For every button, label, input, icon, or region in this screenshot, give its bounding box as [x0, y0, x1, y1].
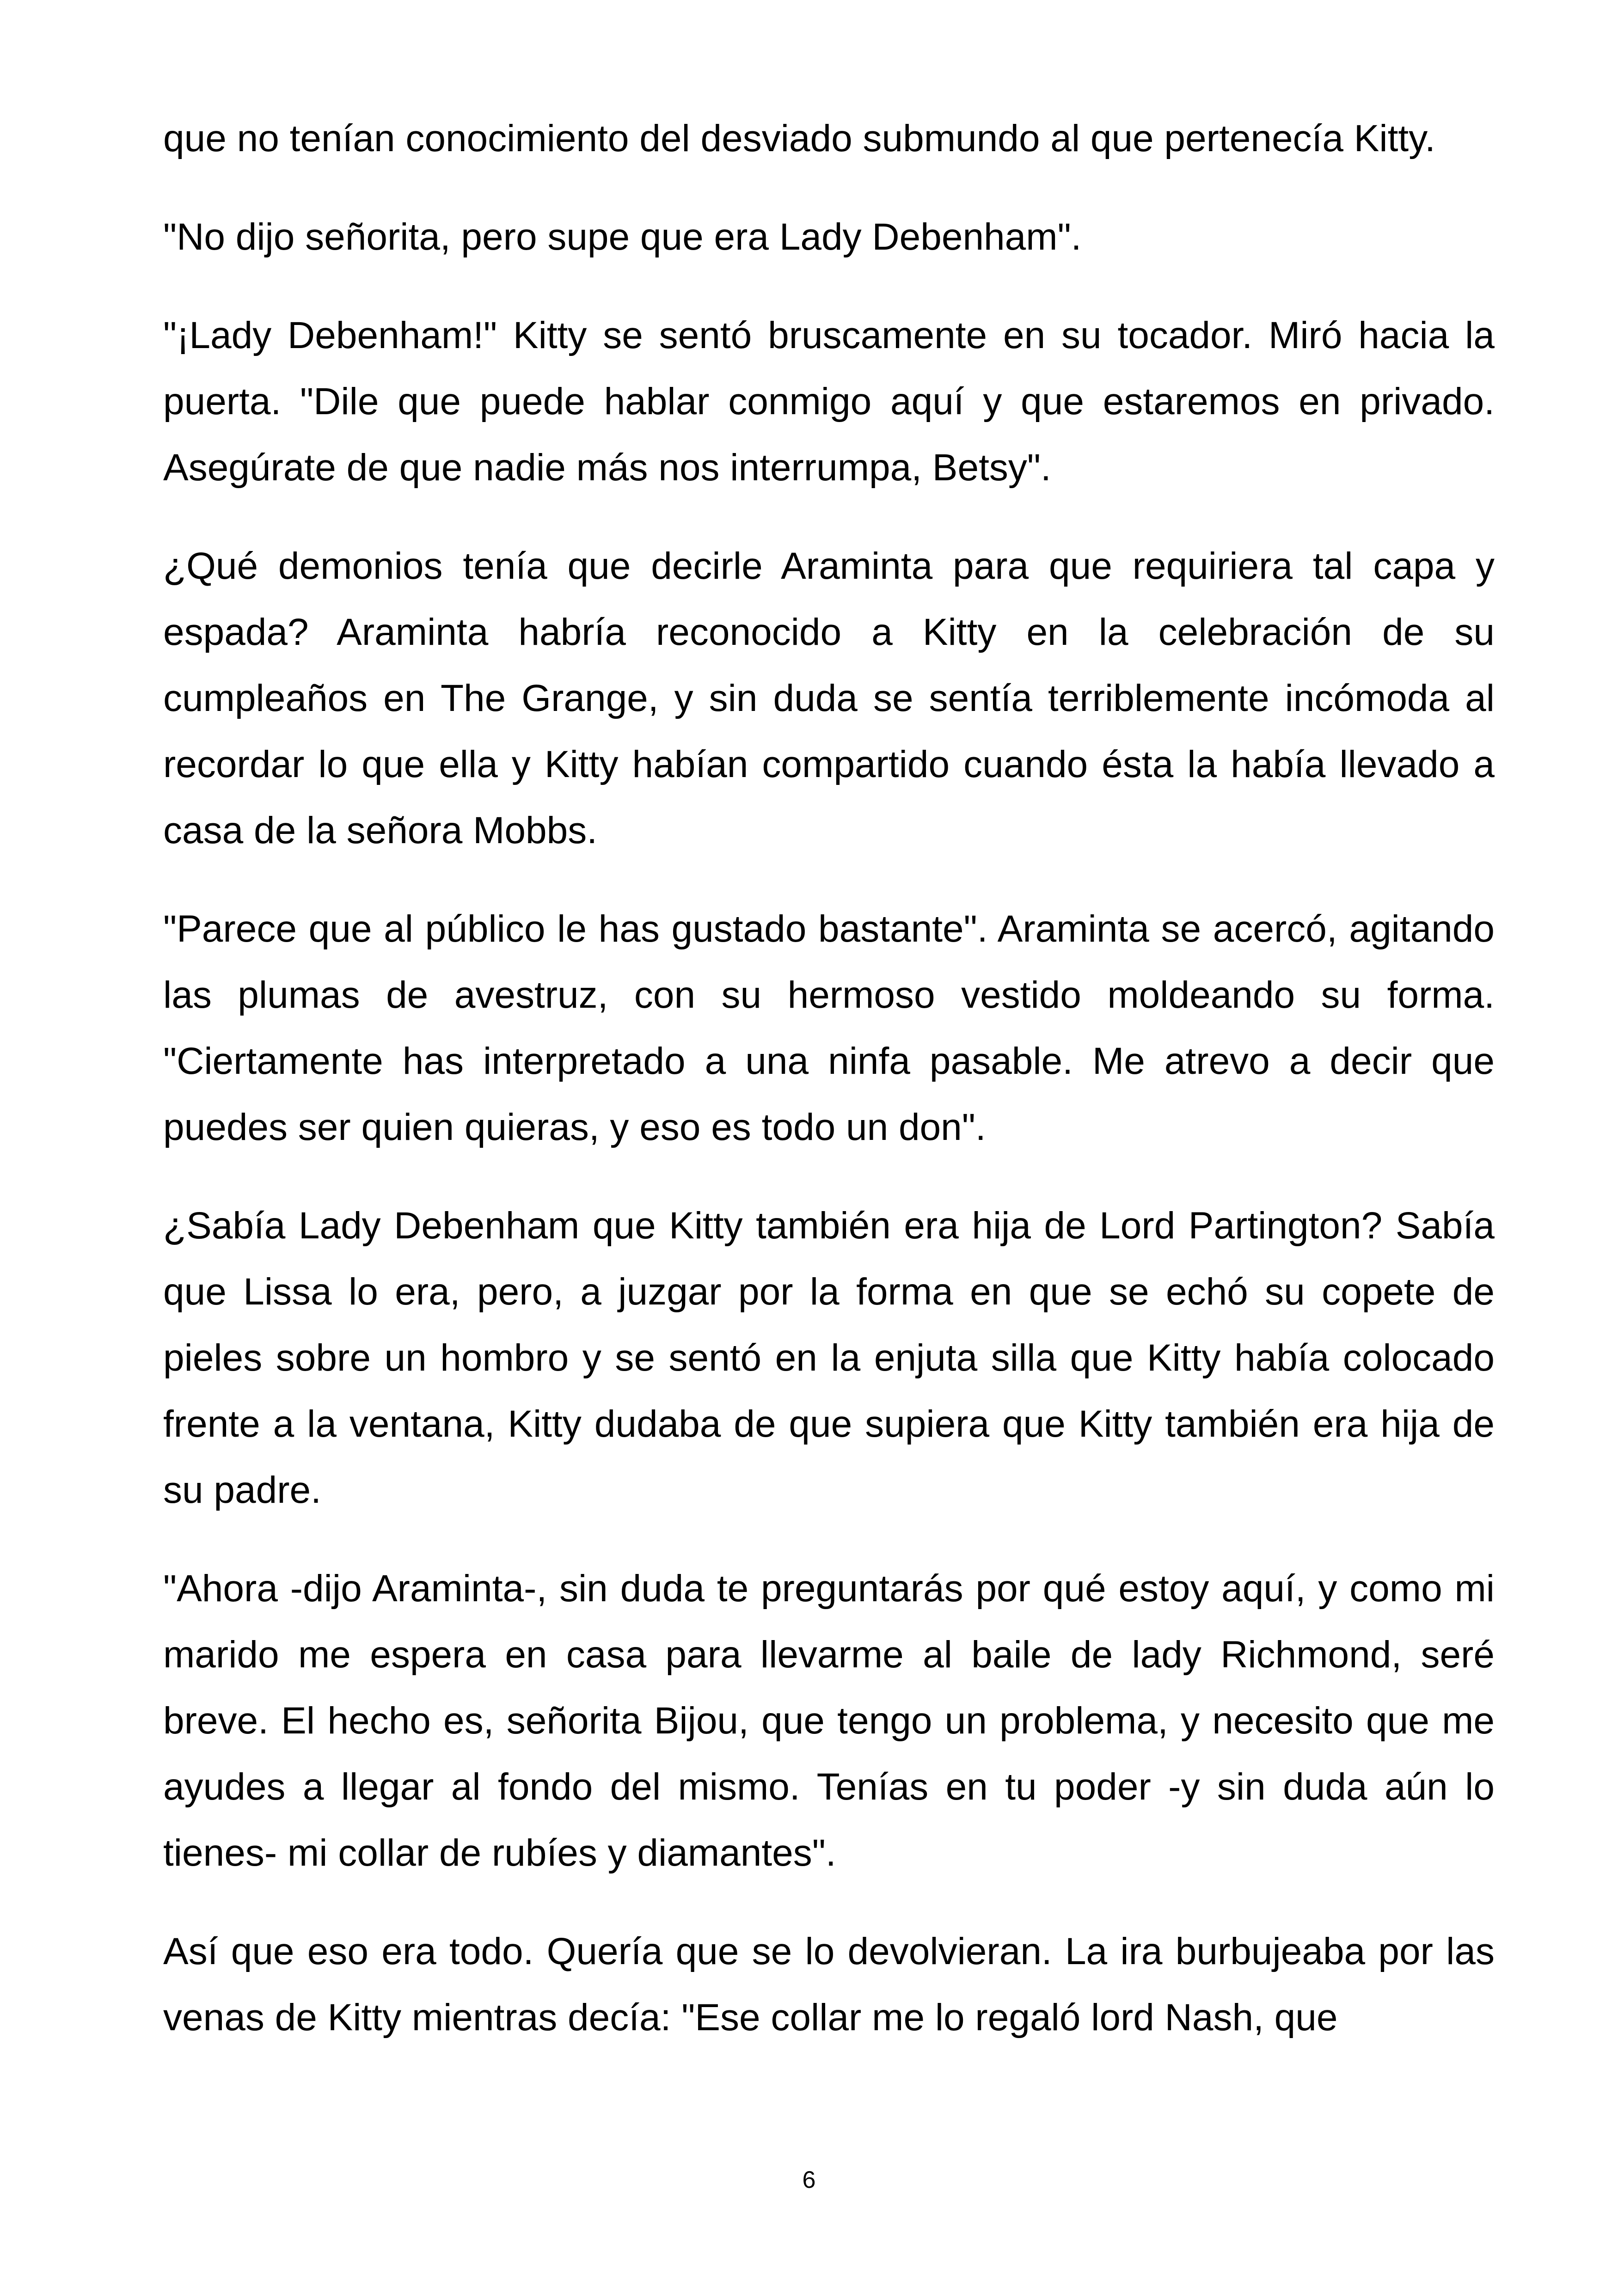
paragraph-1: que no tenían conocimiento del desviado submundo al que pertenecía Kitty.: [163, 117, 1435, 159]
body-text: [163, 105, 1495, 2051]
page-number: 6: [802, 2167, 816, 2193]
paragraph-3: "¡Lady Debenham!" Kitty se sentó bruscamente en su tocador. Miró hacia la puerta. "Dile que puede hablar conmigo aquí y que estaremos en privado. Asegúrate de que nadie más nos interrumpa, Betsy".: [163, 314, 1495, 489]
paragraph-2: "No dijo señorita, pero supe que era Lady Debenham".: [163, 216, 1082, 258]
paragraph-7: "Ahora -dijo Araminta-, sin duda te preguntarás por qué estoy aquí, y como mi marido me espera en casa para llevarme al baile de lady Richmond, seré breve. El hecho es, señorita Bijou, que tengo un problema, y necesito que me ayudes a llegar al fondo del mismo. Tenías en tu poder -y sin duda aún lo tienes- mi collar de rubíes y diamantes".: [163, 1567, 1495, 1874]
paragraph-5: "Parece que al público le has gustado bastante". Araminta se acercó, agitando las plumas de avestruz, con su hermoso vestido moldeando su forma. "Ciertamente has interpretado a una ninfa pasable. Me atrevo a decir que puedes ser quien quieras, y eso es todo un don".: [163, 908, 1495, 1148]
paragraph-4: ¿Qué demonios tenía que decirle Araminta para que requiriera tal capa y espada? Araminta habría reconocido a Kitty en la celebración de su cumpleaños en The Grange, y sin duda se sentía terriblemente incómoda al recordar lo que ella y Kitty habían compartido cuando ésta la había llevado a casa de la señora Mobbs.: [163, 545, 1495, 851]
paragraph-6: ¿Sabía Lady Debenham que Kitty también era hija de Lord Partington? Sabía que Lissa lo era, pero, a juzgar por la forma en que se echó su copete de pieles sobre un hombro y se sentó en la enjuta silla que Kitty había colocado frente a la ventana, Kitty dudaba de que supiera que Kitty también era hija de su padre.: [163, 1205, 1495, 1511]
paragraph-8: Así que eso era todo. Quería que se lo devolvieran. La ira burbujeaba por las venas de Kitty mientras decía: "Ese collar me lo regaló lord Nash, que: [163, 1930, 1495, 2039]
